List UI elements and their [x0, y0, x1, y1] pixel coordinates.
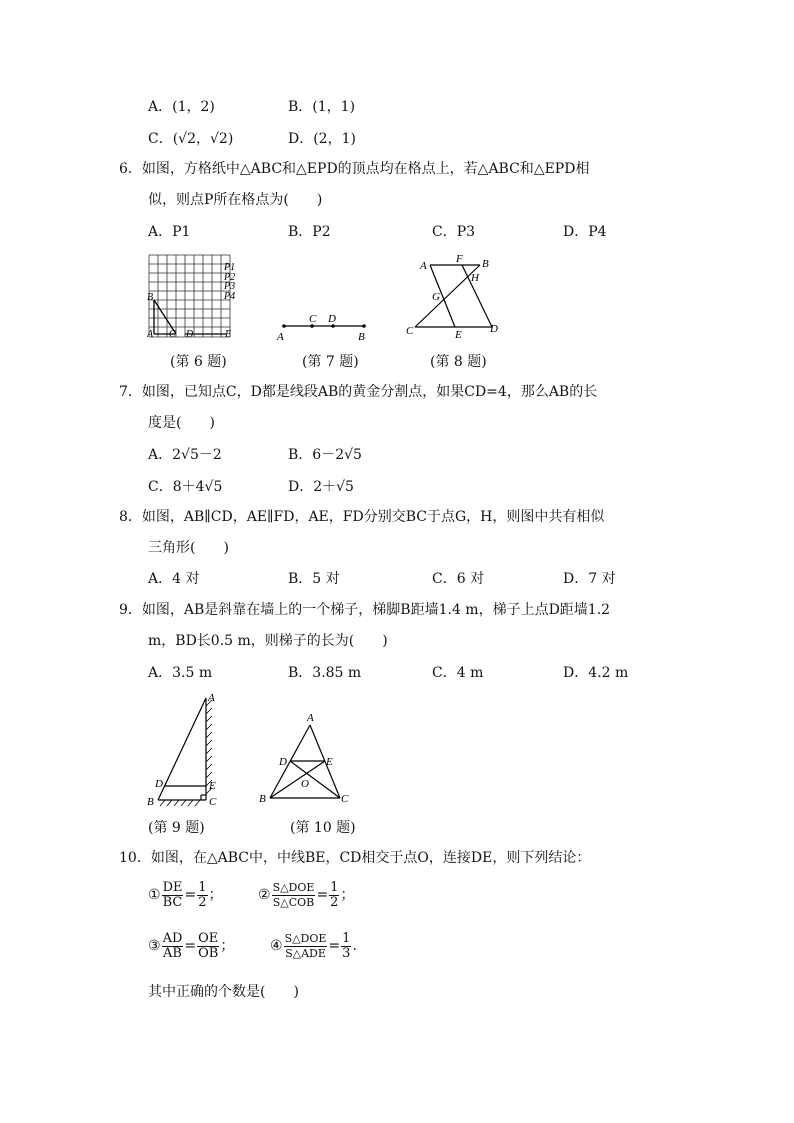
q10-conclusion-4: ④ $\frac{\text{S△DOE}}{\text{S△ADE}}$ = $\frac{1}{3}$ .: [270, 930, 357, 961]
figure-10-triangle-medians: [252, 710, 357, 808]
q5-option-b: B．(1，1): [288, 99, 356, 115]
fig8-label-b: B: [482, 258, 489, 270]
fig6-label-e: E: [225, 329, 232, 340]
fig6-label-d: D: [186, 329, 194, 340]
fig8-label-c: C: [406, 325, 414, 337]
c2-rhs-num: 1: [330, 879, 339, 895]
conclusion-4-lhs: [284, 932, 328, 961]
caption-fig9: (第 9 题): [148, 820, 205, 836]
caption-fig8: (第 8 题): [430, 354, 487, 370]
c3-end: ；: [220, 938, 235, 954]
q7-option-c: C．8＋4√5: [148, 479, 223, 495]
q8-option-c: C．6 对: [432, 571, 485, 587]
figure-8-parallel-lines: [400, 250, 510, 345]
q7-stem-line1: 7．如图，已知点C，D都是线段AB的黄金分割点，如果CD=4，那么AB的长: [119, 384, 598, 400]
q8-option-b: B．5 对: [288, 571, 340, 587]
q8-option-a: A．4 对: [148, 571, 200, 587]
conclusion-3-rhs: [197, 932, 219, 961]
conclusion-1-lhs: [162, 881, 184, 910]
fig7-label-d: D: [328, 313, 336, 325]
q10-conclusion-3: ③ $\frac{AD}{AB}$ = $\frac{OE}{OB}$ ；: [148, 930, 235, 961]
q9-stem-line1: 9．如图，AB是斜靠在墙上的一个梯子，梯脚B距墙1.4 m，梯子上点D距墙1.2: [119, 602, 611, 618]
c2-end: ；: [340, 887, 355, 903]
q10-last-line: 其中正确的个数是( ): [148, 984, 299, 1000]
fig10-label-b: B: [259, 793, 266, 805]
c2-rhs-den: 2: [330, 894, 339, 910]
fig6-label-c: C: [169, 329, 176, 340]
q7-option-a: A．2√5－2: [148, 447, 222, 463]
q9-stem-line2: m，BD长0.5 m，则梯子的长为( ): [148, 633, 388, 649]
c3-r-num: OE: [198, 930, 219, 946]
fig10-label-e: E: [326, 756, 333, 768]
q5-option-c: C．(√2，√2): [148, 131, 234, 147]
conclusion-1-mark: ①: [148, 887, 161, 903]
c2-den: S△COB: [272, 895, 315, 909]
fig8-label-d: D: [490, 323, 498, 335]
figure-9-ladder: [140, 688, 230, 810]
fig6-label-p2: P2: [224, 272, 236, 283]
fig8-label-a: A: [420, 260, 427, 272]
caption-fig6: (第 6 题): [170, 354, 227, 370]
c4-num: S△DOE: [284, 931, 327, 945]
c1-num: DE: [162, 879, 183, 895]
q7-option-b: B．6－2√5: [288, 447, 362, 463]
fig8-label-e: E: [455, 329, 462, 341]
fig8-label-h: H: [471, 272, 479, 284]
conclusion-2-mark: ②: [258, 887, 271, 903]
q10-conclusion-2: ② $\frac{\text{S△DOE}}{\text{S△COB}}$ = $\frac{1}{2}$ ；: [258, 879, 355, 910]
conclusion-1-rhs: [197, 881, 207, 910]
fig9-label-a: A: [208, 692, 215, 704]
fig10-label-o: O: [301, 778, 309, 790]
q6-option-a: A．P1: [148, 224, 191, 240]
conclusion-2-lhs: [272, 881, 316, 910]
fig6-label-p3: P3: [224, 281, 236, 292]
fig9-label-e: E: [209, 780, 216, 792]
q8-option-d: D．7 对: [563, 571, 616, 587]
c4-rhs-den: 3: [342, 945, 351, 961]
fig6-label-p1: P1: [224, 262, 236, 273]
fig7-label-c: C: [309, 313, 317, 325]
fig8-label-f: F: [456, 253, 463, 265]
c2-num: S△DOE: [272, 880, 315, 894]
c1-end: ；: [208, 887, 223, 903]
fig9-label-b: B: [147, 796, 154, 808]
conclusion-2-rhs: [329, 881, 339, 910]
fig6-label-a: A: [147, 329, 154, 340]
fig6-label-b: B: [147, 292, 154, 303]
q6-option-b: B．P2: [288, 224, 331, 240]
fig7-label-a: A: [277, 331, 284, 343]
fig10-label-d: D: [279, 756, 287, 768]
conclusion-3-lhs: [162, 932, 184, 961]
q9-option-c: C．4 m: [432, 665, 484, 681]
c3-l-den: AB: [162, 945, 182, 961]
q7-option-d: D．2＋√5: [288, 479, 354, 495]
c3-l-num: AD: [162, 930, 183, 946]
q6-stem-line1: 6．如图，方格纸中△ABC和△EPD的顶点均在格点上，若△ABC和△EPD相: [119, 161, 590, 177]
c4-rhs-num: 1: [342, 930, 351, 946]
conclusion-3-mark: ③: [148, 938, 161, 954]
q6-option-d: D．P4: [563, 224, 607, 240]
c1-rhs-num: 1: [198, 879, 207, 895]
c4-den: S△ADE: [285, 946, 326, 960]
q10-conclusion-1: ① $\frac{DE}{BC}$ = $\frac{1}{2}$ ；: [148, 879, 223, 910]
q9-option-a: A．3.5 m: [148, 665, 213, 681]
q7-stem-line2: 度是( ): [148, 415, 215, 431]
caption-fig7: (第 7 题): [302, 354, 359, 370]
caption-fig10: (第 10 题): [290, 820, 356, 836]
q8-stem-line1: 8．如图，AB∥CD，AE∥FD，AE，FD分别交BC于点G，H，则图中共有相似: [119, 509, 605, 525]
fig6-label-p4: P4: [224, 291, 236, 302]
conclusion-4-rhs: [341, 932, 351, 961]
c4-end: .: [352, 938, 357, 954]
q5-option-d: D．(2，1): [288, 131, 356, 147]
fig8-label-g: G: [432, 291, 440, 303]
figure-7-segment: [272, 308, 377, 344]
fig9-label-c: C: [209, 796, 217, 808]
fig10-label-a: A: [307, 712, 314, 724]
fig9-label-d: D: [155, 778, 163, 790]
q9-option-b: B．3.85 m: [288, 665, 362, 681]
q6-stem-line2: 似，则点P所在格点为( ): [148, 192, 323, 208]
q8-stem-line2: 三角形( ): [148, 540, 229, 556]
q9-option-d: D．4.2 m: [563, 665, 629, 681]
conclusion-4-mark: ④: [270, 938, 283, 954]
fig10-label-c: C: [341, 793, 349, 805]
fig7-label-b: B: [358, 331, 365, 343]
q10-stem-line1: 10．如图，在△ABC中，中线BE，CD相交于点O，连接DE，则下列结论：: [119, 850, 591, 866]
c1-rhs-den: 2: [198, 894, 207, 910]
c1-den: BC: [162, 894, 183, 910]
q5-option-a: A．(1，2): [148, 99, 215, 115]
c3-r-den: OB: [198, 945, 219, 961]
figure-6-grid: [140, 250, 245, 345]
q6-option-c: C．P3: [432, 224, 476, 240]
